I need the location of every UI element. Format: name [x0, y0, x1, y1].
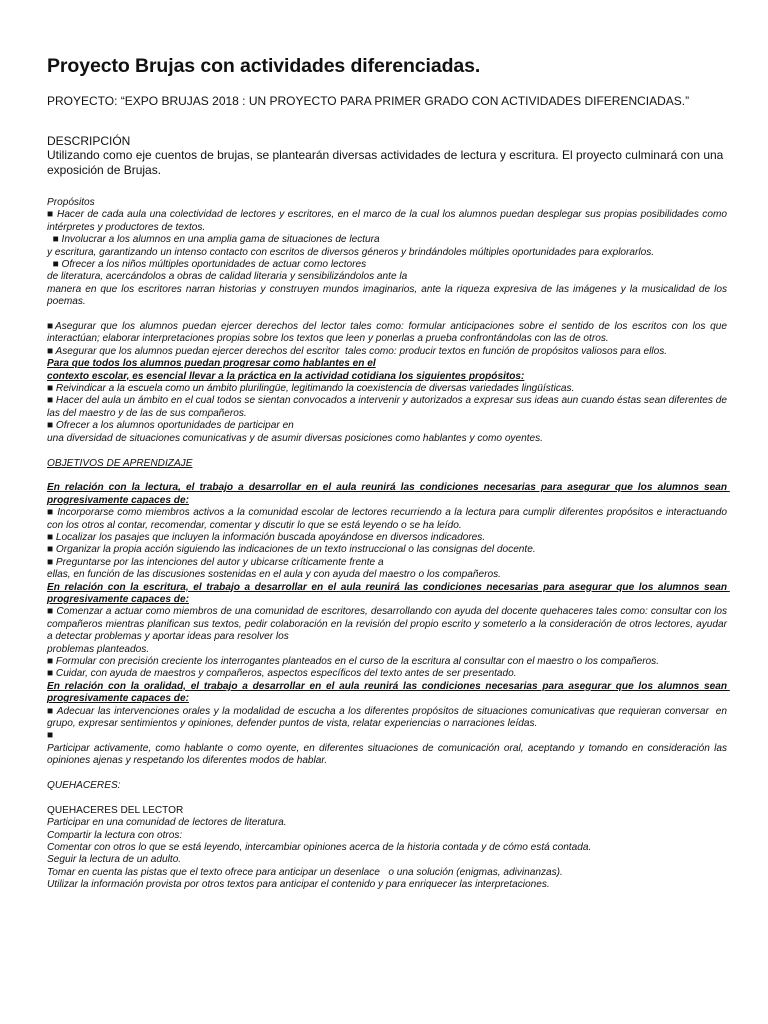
task-item: Compartir la lectura con otros: [47, 829, 183, 841]
purpose-item-cont: de literatura, acercándolos a obras de calidad literaria y sensibilizándolos ante la [47, 271, 408, 283]
document-page [47, 54, 730, 892]
purposes-section [47, 197, 730, 892]
purposes-bold-heading: Para que todos los alumnos puedan progresar como hablantes en el [47, 358, 376, 370]
objective-item: ■ Cuidar, con ayuda de maestros y compañeros, aspectos específicos del texto antes de ser presentado. [47, 668, 517, 680]
purpose-item: ■Asegurar que los alumnos puedan ejercer derechos del lector tales como: formular anticipaciones sobre el sentido de los escritos con los que interactúan; elaborar interpretaciones propias sobre los textos que leen y ponerlas a prueba confrontándolas con las de otros. [47, 321, 730, 345]
task-item: Participar en una comunidad de lectores de literatura. [47, 817, 287, 829]
spacer [47, 309, 727, 321]
objective-item: ■ Formular con precisión creciente los interrogantes planteados en el curso de la escritura al consultar con el maestro o los compañeros. [47, 655, 660, 667]
objective-item: ■ Localizar los pasajes que incluyen la información buscada apoyándose en diversos indicadores. [47, 531, 486, 543]
task-item: Tomar en cuenta las pistas que el texto ofrece para anticipar un desenlace o una solución (enigmas, adivinanzas). [47, 866, 563, 878]
purpose-item: ■ Hacer de cada aula una colectividad de lectores y escritores, en el marco de la cual los alumnos puedan desplegar sus propias posibilidades como intérpretes y productores de textos. [47, 209, 730, 233]
description-heading: DESCRIPCIÓN [47, 133, 131, 148]
spacer [47, 792, 727, 804]
description-text: Utilizando como eje cuentos de brujas, se plantearán diversas actividades de lectura y escritura. El proyecto culminará con una exposición de Brujas. [47, 148, 724, 177]
task-item: Utilizar la información provista por otros textos para anticipar el contenido y para enriquecer las interpretaciones. [47, 879, 550, 891]
oral-objectives-heading: En relación con la oralidad, el trabajo a desarrollar en el aula reunirá las condiciones necesarias para asegurar que los alumnos sean progresivamente capaces de: [47, 680, 730, 705]
purpose-item: ■ Reivindicar a la escuela como un ámbito plurilingüe, legitimando la coexistencia de diversas variedades lingüísticas. [47, 383, 575, 395]
objectives-heading: OBJETIVOS DE APRENDIZAJE [47, 457, 193, 469]
purpose-item: ■ Hacer del aula un ámbito en el cual todos se sientan convocados a intervenir y autorizados a expresar sus ideas aun cuando éstas sean diferentes de las del maestro y de las de sus compañeros. [47, 395, 730, 419]
reader-tasks-heading: QUEHACERES DEL LECTOR [47, 804, 184, 816]
spacer [47, 768, 727, 780]
objective-item: ■ Incorporarse como miembros activos a la comunidad escolar de lectores recurriendo a la lectura para cumplir diferentes propósitos e interactuando con los otros al contar, recomendar, comentar y discutir lo que se está leyendo o se ha leído. [47, 507, 730, 531]
tasks-heading: QUEHACERES: [47, 780, 121, 792]
project-line: PROYECTO: “EXPO BRUJAS 2018 : UN PROYECTO PARA PRIMER GRADO CON ACTIVIDADES DIFERENCIADAS.” [47, 94, 690, 108]
purposes-heading: Propósitos [47, 197, 95, 208]
objective-item: ■ Organizar la propia acción siguiendo las indicaciones de un texto instruccional o las consignas del docente. [47, 544, 536, 556]
objective-item: ■ Adecuar las intervenciones orales y la modalidad de escucha a los diferentes propósitos de situaciones comunicativas que requieran conversar en grupo, expresar sentimientos y opiniones, defender puntos de vista, relatar experiencias o narraciones leídas. [47, 705, 730, 730]
purpose-item-cont: una diversidad de situaciones comunicativas y de asumir diversas posiciones como hablantes y como oyentes. [47, 432, 543, 444]
spacer [47, 445, 727, 457]
purpose-item: ■ Ofrecer a los alumnos oportunidades de participar en [47, 420, 294, 432]
objective-item: ■ Preguntarse por las intenciones del autor y ubicarse críticamente frente a [47, 556, 384, 568]
objective-item: Participar activamente, como hablante o como oyente, en diferentes situaciones de comunicación oral, aceptando y tomando en consideración las opiniones ajenas y respetando los diferentes modos de hablar. [47, 742, 730, 767]
purpose-item: ■ Asegurar que los alumnos puedan ejercer derechos del escritor tales como: producir textos en función de propósitos valiosos para ellos. [47, 345, 668, 357]
purpose-item: ■ Ofrecer a los niños múltiples oportunidades de actuar como lectores [47, 259, 367, 271]
objective-item: ■ Comenzar a actuar como miembros de una comunidad de escritores, desarrollando con ayuda del docente quehaceres tales como: consultar con los compañeros mientras planifican sus textos, pedir colaboración en la revisión del propio escrito y someterlo a la consideración de otros lectores, ayudar a detectar problemas y aportar ideas para resolver los [47, 606, 730, 643]
objective-bullet: ■ [47, 730, 54, 742]
objective-item-cont: ellas, en función de las discusiones sostenidas en el aula y con ayuda del maestro o los compañeros. [47, 569, 501, 581]
spacer [47, 470, 727, 482]
purpose-item-cont: manera en que los escritores narran historias y construyen mundos imaginarios, ante la riqueza expresiva de las imágenes y la musicalidad de los poemas. [47, 283, 730, 308]
reading-objectives-heading: En relación con la lectura, el trabajo a desarrollar en el aula reunirá las condiciones necesarias para asegurar que los alumnos sean progresivamente capaces de: [47, 482, 730, 506]
task-item: Seguir la lectura de un adulto. [47, 854, 182, 866]
purpose-item-cont: y escritura, garantizando un intenso contacto con escritos de diversos géneros y brindándoles múltiples oportunidades para explorarlos. [47, 246, 655, 258]
task-item: Comentar con otros lo que se está leyendo, intercambiar opiniones acerca de la historia contada y de cómo está contada. [47, 842, 592, 854]
objective-item-cont: problemas planteados. [47, 643, 150, 655]
purposes-bold-heading: contexto escolar, es esencial llevar a la práctica en la actividad cotidiana los siguientes propósitos: [47, 370, 525, 382]
document-title: Proyecto Brujas con actividades diferenciadas. [47, 55, 481, 77]
purpose-item: ■ Involucrar a los alumnos en una amplia gama de situaciones de lectura [47, 234, 380, 246]
writing-objectives-heading: En relación con la escritura, el trabajo a desarrollar en el aula reunirá las condiciones necesarias para asegurar que los alumnos sean progresivamente capaces de: [47, 581, 730, 605]
